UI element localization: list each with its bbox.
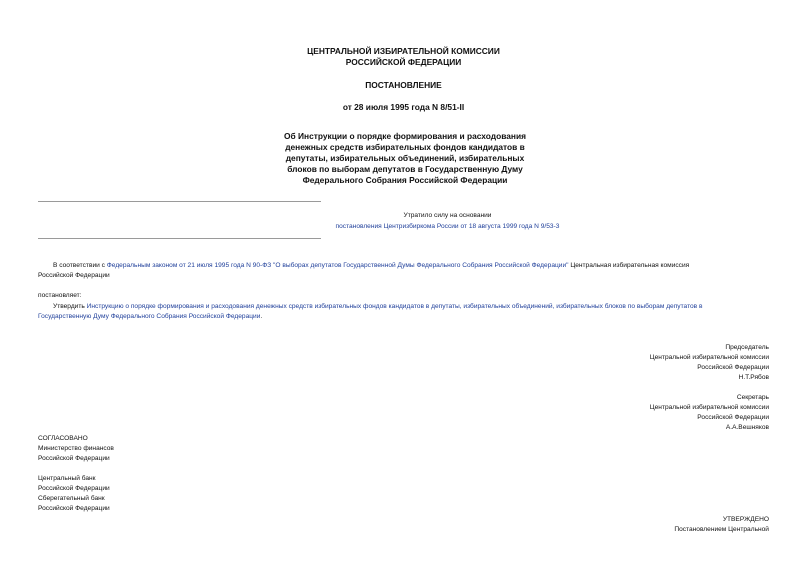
decision-line-1: [38, 302, 769, 312]
decision-prefix: Утвердить: [53, 303, 87, 310]
document-title: [255, 131, 555, 186]
chairman-org-1: Центральной избирательной комиссии: [649, 354, 769, 361]
title-line: депутаты, избирательных объединений, избирательных: [285, 153, 525, 163]
issuer-line-1: ЦЕНТРАЛЬНОЙ ИЗБИРАТЕЛЬНОЙ КОМИССИИ: [307, 46, 500, 56]
validity-label: Утратило силу на основании: [403, 212, 492, 219]
preamble-suffix: Центральная избирательная комиссия: [568, 262, 690, 269]
agreed-line: Министерство финансов: [38, 445, 114, 452]
chairman-title: Председатель: [725, 344, 769, 351]
divider-top: [38, 201, 321, 202]
agreed-line: Российской Федерации: [38, 455, 110, 462]
chairman-name: Н.Т.Рябов: [738, 374, 769, 381]
preamble-prefix: В соответствии с: [53, 262, 107, 269]
preamble-paragraph: [38, 261, 769, 281]
agreed-label: СОГЛАСОВАНО: [38, 435, 88, 442]
title-line: денежных средств избирательных фондов кандидатов в: [285, 142, 525, 152]
divider-bottom: [38, 238, 321, 239]
approved-label: УТВЕРЖДЕНО: [722, 516, 769, 523]
instruction-link-continued[interactable]: Государственную Думу Федерального Собрания Российской Федерации: [38, 313, 261, 320]
secretary-org-2: Российской Федерации: [697, 414, 769, 421]
decision-line-2: [38, 312, 769, 322]
preamble-line-2: Российской Федерации: [38, 272, 110, 279]
secretary-signature: [650, 393, 769, 433]
title-line: Федерального Собрания Российской Федерации: [302, 175, 508, 185]
issuer-line-2: РОССИЙСКОЙ ФЕДЕРАЦИИ: [345, 57, 462, 67]
document-type: ПОСТАНОВЛЕНИЕ: [365, 80, 442, 90]
title-line: Об Инструкции о порядке формирования и расходования: [284, 131, 526, 141]
secretary-title: Секретарь: [736, 394, 769, 401]
chairman-org-2: Российской Федерации: [697, 364, 769, 371]
bank-line: Сберегательный банк: [38, 495, 105, 502]
instruction-link[interactable]: Инструкцию о порядке формирования и расходования денежных средств избирательных фондов кандидатов в депутаты, избирательных объединений, избирательных блоков по выборам депутатов в: [86, 303, 703, 310]
approved-block: [674, 515, 769, 535]
secretary-name: А.А.Вешняков: [725, 424, 769, 431]
bank-line: Российской Федерации: [38, 485, 110, 492]
bank-line: Российской Федерации: [38, 505, 110, 512]
decision-end: .: [260, 313, 263, 320]
decision-label: постановляет:: [38, 292, 82, 299]
agreed-block: [38, 434, 114, 464]
federal-law-link[interactable]: Федеральным законом от 21 июля 1995 года N 90-ФЗ "О выборах депутатов Государственной Думы Федерального Собрания Российской Федерации": [106, 262, 569, 269]
preamble-line-1: [38, 261, 769, 271]
secretary-org-1: Центральной избирательной комиссии: [649, 404, 769, 411]
validity-link[interactable]: постановления Центризбиркома России от 18 августа 1999 года N 9/53-3: [335, 223, 560, 230]
title-line: блоков по выборам депутатов в Государственную Думу: [287, 164, 523, 174]
document-date-number: от 28 июля 1995 года N 8/51-II: [342, 102, 465, 112]
approved-line: Постановлением Центральной: [674, 526, 769, 533]
bank-line: Центральный банк: [38, 475, 96, 482]
chairman-signature: [650, 343, 769, 383]
banks-block: [38, 474, 110, 514]
decision-paragraph: [38, 302, 769, 322]
